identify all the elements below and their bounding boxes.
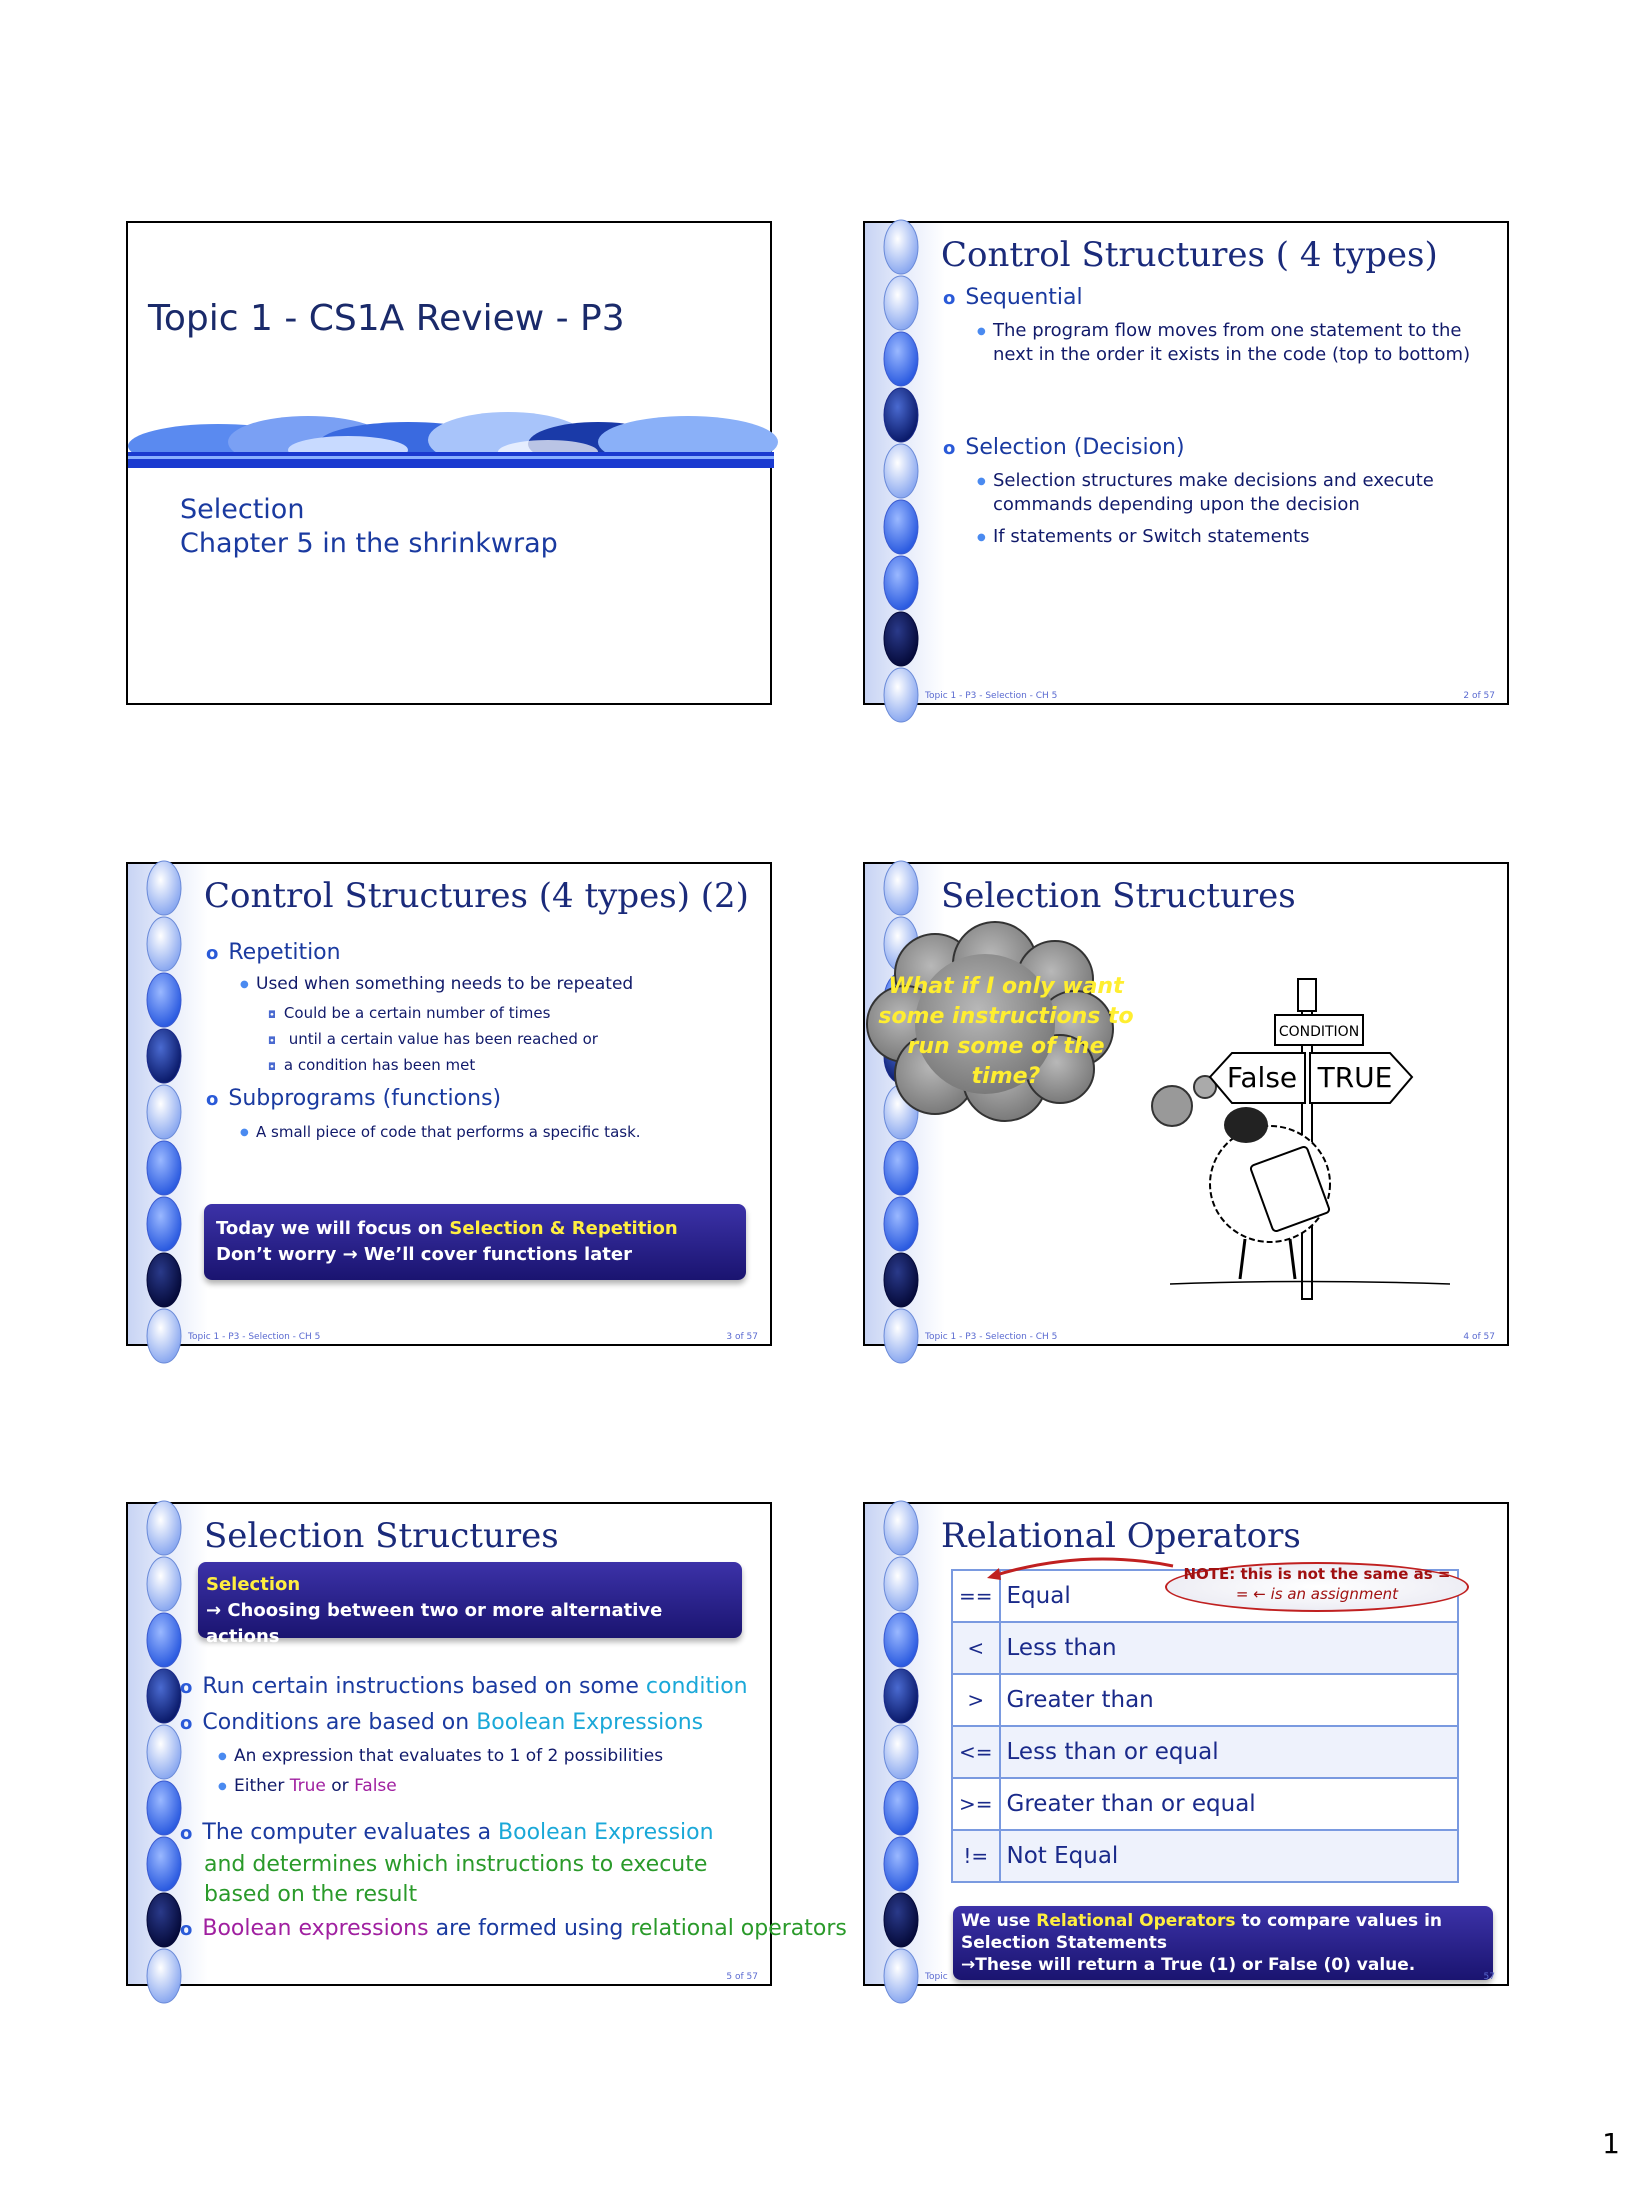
slide-footer: Topic [925, 1972, 948, 1982]
subtitle-line: Selection [180, 494, 305, 525]
bullet-highlight: Boolean Expressions [476, 1710, 704, 1735]
description-cell: Not Equal [1000, 1830, 1458, 1882]
slide-4 [863, 862, 1509, 1346]
bullet-highlight: relational operators [630, 1916, 847, 1941]
wave-graphic [128, 398, 774, 478]
slide-title: Control Structures (4 types) (2) [204, 876, 749, 916]
bullet-highlight: Boolean Expression [498, 1820, 714, 1845]
slide-number: 5 of 57 [726, 1972, 758, 1982]
table-row [952, 1726, 1458, 1778]
bullet: o Selection (Decision) [943, 435, 1185, 460]
slide-title: Selection Structures [941, 876, 1296, 916]
slide-footer: Topic 1 - P3 - Selection - CH 5 [188, 1332, 321, 1342]
callout-text: We use [961, 1911, 1037, 1931]
sub-bullet [234, 1774, 397, 1798]
bullet [180, 1820, 714, 1845]
relational-operators-table [951, 1569, 1459, 1883]
bullet [180, 1916, 847, 1941]
summary-callout [953, 1906, 1493, 1980]
sub-bullet: ● Selection structures make decisions and execute commands depending upon the decision [993, 469, 1498, 517]
sign-true: TRUE [1317, 1061, 1393, 1094]
table-row [952, 1778, 1458, 1830]
operator-cell: < [952, 1622, 1000, 1674]
slide-title: Selection Structures [204, 1516, 559, 1556]
bullet-text: Conditions are based on [202, 1710, 477, 1735]
slide-5 [126, 1502, 847, 1986]
operator-cell: <= [952, 1726, 1000, 1778]
bullet [180, 1674, 748, 1699]
bullet-text: are formed using [428, 1916, 631, 1941]
slide-1 [126, 221, 772, 705]
bullet: o Repetition [206, 940, 341, 965]
sub-bullet: ● If statements or Switch statements [993, 525, 1498, 549]
slide-number: 2 of 57 [1463, 691, 1495, 701]
decorative-rail [128, 1504, 208, 1984]
bullet-continuation: and determines which instructions to execute based on the result [204, 1852, 708, 1907]
bullet [180, 1710, 703, 1735]
callout-text: Don’t worry → We’ll cover functions later [216, 1244, 632, 1265]
bullet-text: Run certain instructions based on some [202, 1674, 646, 1699]
slide-number: 3 of 57 [726, 1332, 758, 1342]
cartoon-signpost [1150, 979, 1510, 1309]
slide-subtitle [180, 493, 558, 561]
page-number: 1 [1602, 2127, 1620, 2160]
sign-condition: CONDITION [1278, 1024, 1360, 1040]
slide-6 [863, 1502, 1509, 1986]
note-text: NOTE: this is not the same as = [1183, 1565, 1451, 1583]
bullet-highlight: condition [645, 1674, 748, 1699]
sub-bullet: ● An expression that evaluates to 1 of 2 possibilities [234, 1744, 663, 1768]
operator-cell: > [952, 1674, 1000, 1726]
table-row [952, 1622, 1458, 1674]
callout-text: →These will return a True (1) or False (0) value. [961, 1955, 1416, 1975]
slide-title: Control Structures ( 4 types) [941, 235, 1438, 275]
slide-number: 4 of 57 [1463, 1332, 1495, 1342]
sub-bullet: ● The program flow moves from one statement to the next in the order it exists in the code (top to bottom) [993, 319, 1498, 367]
note-text: = ← is an assignment [1235, 1585, 1399, 1603]
cloud-text: What if I only want some instructions to run some of the time? [878, 974, 1134, 1089]
decorative-rail [865, 223, 945, 703]
definition-callout [198, 1562, 742, 1647]
callout-highlight: Relational Operators [1036, 1911, 1236, 1931]
table-row [952, 1674, 1458, 1726]
sub-bullet: ● Used when something needs to be repeated [256, 972, 633, 996]
bullet-text: or [325, 1776, 355, 1796]
callout-text: Today we will focus on [216, 1218, 450, 1239]
bullet-text: Either [234, 1776, 290, 1796]
sub-sub-bullet: ◘ Could be a certain number of times [268, 1004, 550, 1022]
description-cell: Greater than or equal [1000, 1778, 1458, 1830]
callout-text: to compare values in Selection Statements [961, 1911, 1443, 1953]
operator-cell: == [952, 1570, 1000, 1622]
bullet-highlight: False [354, 1776, 397, 1796]
description-cell: Equal [1000, 1570, 1458, 1622]
decorative-rail [128, 864, 208, 1344]
callout-text: → Choosing between two or more alternative actions [206, 1600, 663, 1647]
slide-footer: Topic 1 - P3 - Selection - CH 5 [925, 1332, 1058, 1342]
note-arrow [983, 1554, 1183, 1584]
callout-highlight: Selection & Repetition [449, 1218, 678, 1239]
sign-false: False [1226, 1061, 1298, 1094]
operator-cell: != [952, 1830, 1000, 1882]
subtitle-line: Chapter 5 in the shrinkwrap [180, 528, 558, 559]
description-cell: Less than or equal [1000, 1726, 1458, 1778]
slide-footer: Topic 1 - P3 - Selection - CH 5 [925, 691, 1058, 701]
slide-2 [863, 221, 1509, 705]
sub-sub-bullet: ◘ a condition has been met [268, 1056, 475, 1074]
bullet: o Subprograms (functions) [206, 1086, 501, 1111]
description-cell: Greater than [1000, 1674, 1458, 1726]
bullet-text: The computer evaluates a [202, 1820, 499, 1845]
callout-heading: Selection [206, 1574, 301, 1595]
sub-bullet: ● A small piece of code that performs a specific task. [256, 1120, 641, 1144]
note-callout [1165, 1562, 1469, 1612]
bullet-highlight: True [289, 1776, 326, 1796]
slide-title: Relational Operators [941, 1516, 1301, 1556]
slide-number: 57 [1483, 1972, 1495, 1982]
decorative-rail [865, 1504, 945, 1984]
description-cell: Less than [1000, 1622, 1458, 1674]
table-row [952, 1830, 1458, 1882]
slide-title: Topic 1 - CS1A Review - P3 [148, 298, 625, 339]
bullet-highlight: Boolean expressions [202, 1916, 429, 1941]
slide-3 [126, 862, 772, 1346]
bullet: o Sequential [943, 285, 1083, 310]
operator-cell: >= [952, 1778, 1000, 1830]
sub-sub-bullet: ◘ until a certain value has been reached or [268, 1030, 598, 1048]
focus-callout [204, 1204, 746, 1280]
